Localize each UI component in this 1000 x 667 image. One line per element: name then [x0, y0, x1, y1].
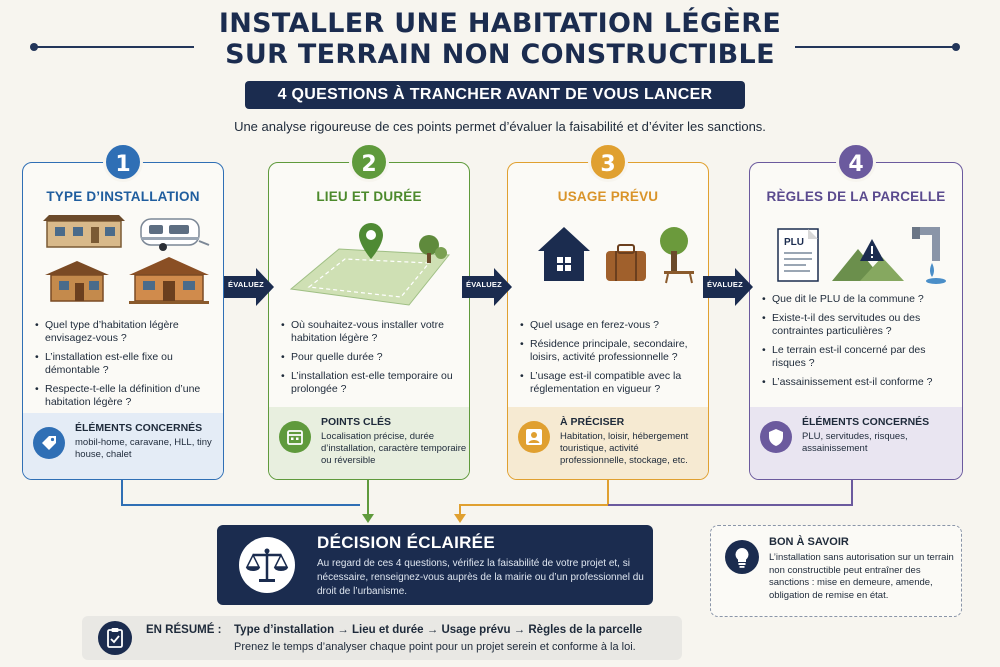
step-number-3: 3 [588, 142, 628, 182]
question-item: • Quel usage en ferez-vous ? [520, 319, 700, 332]
decision-box [217, 525, 653, 605]
step-title: USAGE PRÉVU [557, 189, 659, 204]
evaluate-label: ÉVALUEZ [228, 280, 264, 289]
questions-list [520, 319, 700, 402]
question-item: • L’assainissement est-il conforme ? [762, 376, 954, 389]
step-title: LIEU ET DURÉE [316, 189, 422, 204]
question-item: • Respecte-t-elle la définition d’une habitation légère ? [35, 383, 215, 409]
shield-icon [760, 421, 792, 453]
step-number-4: 4 [836, 142, 876, 182]
tip-title: BON À SAVOIR [769, 536, 849, 548]
person-icon [518, 421, 550, 453]
specify-panel [508, 407, 708, 479]
good-to-know-box [710, 525, 962, 617]
elements-panel [750, 407, 962, 479]
calendar-icon [279, 421, 311, 453]
step-card-regles-parcelle [749, 162, 963, 480]
step-title: RÈGLES DE LA PARCELLE [766, 189, 946, 204]
title-line-2: SUR TERRAIN NON CONSTRUCTIBLE [225, 39, 775, 70]
step-card-lieu-duree [268, 162, 470, 480]
summary-label: EN RÉSUMÉ : [146, 624, 222, 636]
panel-title: À PRÉCISER [560, 416, 625, 428]
step-title: TYPE D’INSTALLATION [46, 189, 200, 204]
question-item: • Pour quelle durée ? [281, 351, 461, 364]
summary-bar [82, 616, 682, 660]
evaluate-label: ÉVALUEZ [707, 280, 743, 289]
panel-text: Localisation précise, durée d’installation, caractère temporaire ou réversible [321, 431, 467, 466]
question-item: • L’installation est-elle fixe ou démontable ? [35, 351, 215, 377]
question-item: • Que dit le PLU de la commune ? [762, 293, 954, 306]
step-card-type-installation [22, 162, 224, 480]
panel-title: ÉLÉMENTS CONCERNÉS [75, 422, 203, 434]
panel-text: Habitation, loisir, hébergement touristique, activité professionnelle, stockage, etc. [560, 431, 689, 466]
panel-text: mobil-home, caravane, HLL, tiny house, chalet [75, 437, 212, 460]
tip-text: L’installation sans autorisation sur un terrain non constructible peut entraîner des sanctions : mise en demeure, amende, obligation de remise en état. [769, 552, 954, 601]
evaluate-arrow-1 [224, 268, 274, 306]
houses-icon [33, 209, 215, 311]
title-line-1: INSTALLER UNE HABITATION LÉGÈRE [218, 8, 782, 39]
evaluate-arrow-3 [703, 268, 753, 306]
intro-text: Une analyse rigoureuse de ces points permet d’évaluer la faisabilité et d’éviter les sanctions. [234, 119, 766, 134]
question-item: • L’installation est-elle temporaire ou prolongée ? [281, 370, 461, 396]
step-card-usage-prevu [507, 162, 709, 480]
question-item: • Où souhaitez-vous installer votre habitation légère ? [281, 319, 461, 345]
question-item: • Le terrain est-il concerné par des risques ? [762, 344, 954, 370]
map-pin-icon [279, 209, 461, 311]
clipboard-icon [98, 621, 132, 655]
elements-panel [23, 413, 223, 479]
usage-icon [518, 209, 700, 311]
scales-icon [239, 537, 295, 593]
plu-doc-label: PLU [784, 237, 804, 248]
panel-title: ÉLÉMENTS CONCERNÉS [802, 416, 930, 428]
decision-title: DÉCISION ÉCLAIRÉE [317, 533, 495, 552]
panel-title: POINTS CLÉS [321, 416, 392, 428]
questions-list [762, 293, 954, 395]
question-item: • Quel type d’habitation légère envisagez-vous ? [35, 319, 215, 345]
decision-text: Au regard de ces 4 questions, vérifiez la faisabilité de votre projet et, si nécessaire, renseignez-vous auprès de la mairie ou d’un professionnel du droit de l’urbanisme. [317, 558, 644, 597]
subtitle-banner: 4 QUESTIONS À TRANCHER AVANT DE VOUS LANCER [245, 81, 745, 109]
questions-list [35, 319, 215, 415]
evaluate-arrow-2 [462, 268, 512, 306]
key-points-panel [269, 407, 469, 479]
lightbulb-icon [725, 540, 759, 574]
questions-list [281, 319, 461, 402]
question-item: • Existe-t-il des servitudes ou des contraintes particulières ? [762, 312, 954, 338]
summary-text: Prenez le temps d’analyser chaque point pour un projet serein et conforme à la loi. [234, 641, 636, 653]
question-item: • Résidence principale, secondaire, loisirs, activité professionnelle ? [520, 338, 700, 364]
step-number-1: 1 [103, 142, 143, 182]
step-number-2: 2 [349, 142, 389, 182]
panel-text: PLU, servitudes, risques, assainissement [802, 431, 908, 454]
evaluate-label: ÉVALUEZ [466, 280, 502, 289]
tag-icon [33, 427, 65, 459]
summary-flow: Type d’installation → Lieu et durée → Usage prévu → Règles de la parcelle [234, 624, 643, 636]
question-item: • L’usage est-il compatible avec la réglementation en vigueur ? [520, 370, 700, 396]
